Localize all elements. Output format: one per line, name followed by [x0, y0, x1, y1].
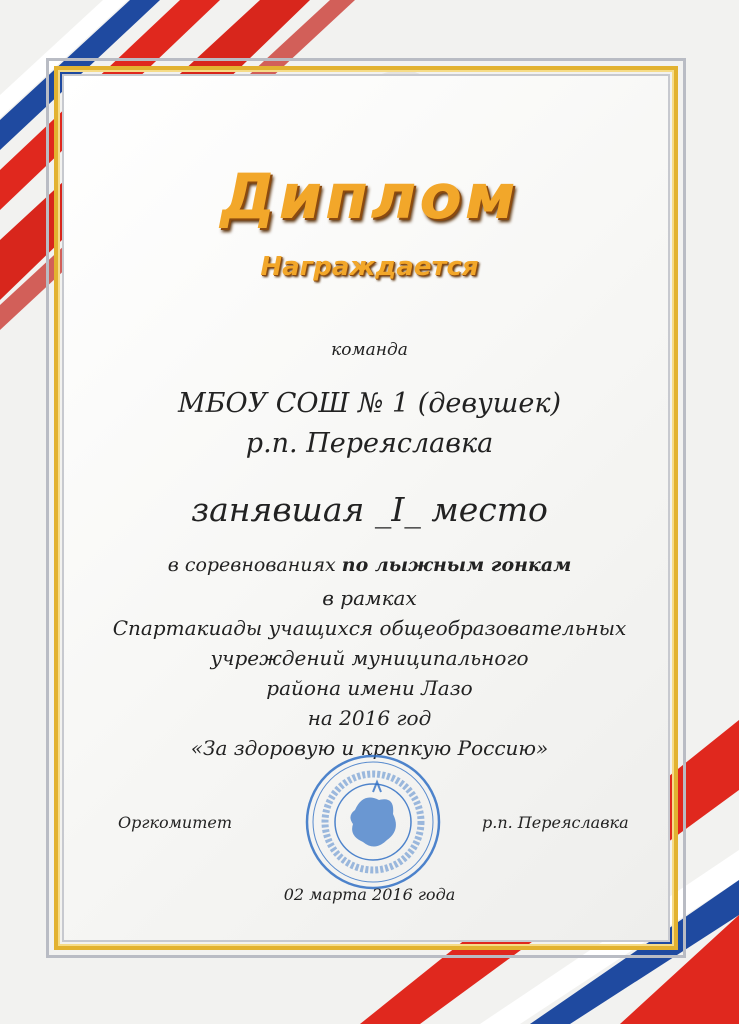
- event-line: учреждений муниципального: [210, 646, 529, 670]
- school-name: МБОУ СОШ № 1 (девушек): [177, 388, 561, 419]
- event-line: района имени Лазо: [266, 676, 473, 700]
- event-line: Спартакиады учащихся общеобразовательных: [112, 616, 627, 640]
- place-text: занявшая _I_ место: [191, 490, 548, 529]
- diploma-subtitle: Награждается: [260, 252, 479, 282]
- official-seal-stamp: [303, 752, 443, 892]
- competition-line: [0, 554, 739, 576]
- issue-date: 02 марта 2016 года: [283, 885, 456, 904]
- event-line: на 2016 год: [307, 706, 432, 730]
- organizing-committee-label: Оргкомитет: [118, 813, 233, 832]
- event-slogan: «За здоровую и крепкую Россию»: [190, 736, 549, 760]
- diploma-title: Диплом: [220, 160, 519, 233]
- competition-discipline: по лыжным гонкам: [341, 554, 572, 576]
- team-label: команда: [331, 340, 408, 360]
- competition-prefix: в соревнованиях: [167, 554, 342, 576]
- event-line: в рамках: [322, 586, 417, 610]
- town-name: р.п. Переяславка: [245, 428, 494, 459]
- footer-town: р.п. Переяславка: [482, 813, 629, 832]
